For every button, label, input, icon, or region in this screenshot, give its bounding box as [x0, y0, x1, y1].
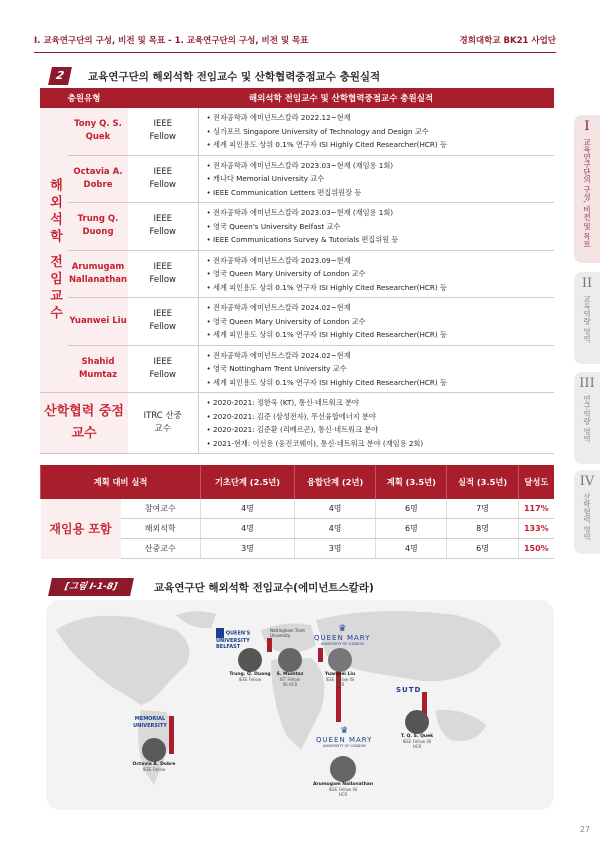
side-tab-3[interactable]: III 연구역량 영역 [574, 372, 600, 464]
avatar [238, 648, 262, 672]
section-title: 교육연구단의 해외석학 전임교수 및 산학협력중점교수 충원실적 [88, 71, 381, 83]
perf-value: 4명 [376, 539, 447, 559]
logo-sutd: SUTD [396, 686, 422, 694]
perf-header-cell: 기초단계 (2.5년) [201, 465, 295, 499]
perf-value: 6명 [376, 519, 447, 539]
perf-header-cell: 계획 (3.5년) [376, 465, 447, 499]
page-header [34, 34, 556, 50]
detail-item: • 영국 Nottingham Trent University 교수 [207, 362, 555, 376]
side-tab-4[interactable]: IV 산학협력 영역 [574, 470, 600, 554]
logo-qmul-top: ♛ QUEEN MARY UNIVERSITY OF LONDON [314, 624, 371, 646]
perf-header-cell: 계획 대비 실적 [41, 465, 201, 499]
faculty-fellow: IEEE Fellow [128, 155, 198, 203]
perf-achievement: 150% [518, 539, 554, 559]
faculty-fellow: IEEE Fellow [128, 250, 198, 298]
avatar [328, 648, 352, 672]
faculty-details [198, 345, 554, 393]
detail-item: • 세계 피인용도 상위 0.1% 연구자 ISI Highly Cited Researcher(HCR) 등 [207, 138, 555, 152]
faculty-details [198, 108, 554, 155]
detail-item: • 싱가포르 Singapore University of Technology and Design 교수 [207, 125, 555, 139]
person-nallanathan: Arumugam Nallanathan IEEE Fellow ISI HCR [308, 756, 378, 797]
industry-details [198, 393, 554, 454]
faculty-row [40, 345, 554, 393]
faculty-fellow: IEEE Fellow [128, 108, 198, 155]
detail-item: • 전자공학과 에미넌트스칼라 2022.12~현재 [207, 111, 555, 125]
perf-group-label: 재임용 포함 [41, 499, 121, 559]
crown-icon: ♛ [338, 624, 347, 634]
detail-item: • 2021-현재: 이선용 (웅진코웨이), 통신·네트워크 분야 (재임용 2회) [207, 437, 555, 451]
faculty-fellow: IEEE Fellow [128, 345, 198, 393]
perf-value: 7명 [447, 499, 518, 519]
faculty-details [198, 250, 554, 298]
side-tab-2[interactable]: II 교육역량 영역 [574, 272, 600, 364]
group-label-foreign: 해외석학 전임교수 [40, 108, 68, 393]
perf-value: 4명 [201, 519, 295, 539]
faculty-name: Trung Q. Duong [68, 203, 128, 251]
detail-item: • 세계 피인용도 상위 0.1% 연구자 ISI Highly Cited Researcher(HCR) 등 [207, 281, 555, 295]
col-type-header: 충원유형 [40, 88, 128, 108]
crown-icon: ♛ [340, 726, 349, 736]
detail-item: • 영국 Queen's University Belfast 교수 [207, 220, 555, 234]
perf-header-cell: 융합단계 (2년) [294, 465, 375, 499]
group-label-industry: 산학협력 중점교수 [40, 393, 128, 454]
detail-item: • 영국 Queen Mary University of London 교수 [207, 267, 555, 281]
avatar [278, 648, 302, 672]
perf-achievement: 133% [518, 519, 554, 539]
perf-value: 4명 [294, 499, 375, 519]
faculty-details [198, 203, 554, 251]
header-divider [34, 52, 556, 53]
detail-item: • 전자공학과 에미넌트스칼라 2023.09~현재 [207, 254, 555, 268]
person-liu: Yuanwei Liu IEEE Fellow ISI HCR [318, 648, 362, 687]
logo-queens: QUEEN'S UNIVERSITY BELFAST [216, 628, 266, 650]
faculty-row [40, 108, 554, 155]
section-number: 2 [48, 67, 72, 85]
faculty-table [40, 88, 554, 454]
detail-item: • 전자공학과 에미넌트스칼라 2024.02~현재 [207, 349, 555, 363]
avatar [330, 756, 356, 782]
faculty-details [198, 155, 554, 203]
detail-item: • 전자공학과 에미넌트스칼라 2024.02~현재 [207, 301, 555, 315]
detail-item: • IEEE Communication Letters 편집위원장 등 [207, 186, 555, 200]
detail-item: • 영국 Queen Mary University of London 교수 [207, 315, 555, 329]
detail-item: • 세계 피인용도 상위 0.1% 연구자 ISI Highly Cited Researcher(HCR) 등 [207, 376, 555, 390]
perf-achievement: 117% [518, 499, 554, 519]
detail-item: • 전자공학과 에미넌트스칼라 2023.03~현재 (재임용 1회) [207, 159, 555, 173]
detail-item: • 세계 피인용도 상위 0.1% 연구자 ISI Highly Cited Researcher(HCR) 등 [207, 328, 555, 342]
faculty-row [40, 155, 554, 203]
faculty-fellow: IEEE Fellow [128, 203, 198, 251]
perf-value: 3명 [294, 539, 375, 559]
faculty-row [40, 203, 554, 251]
faculty-row [40, 250, 554, 298]
perf-value: 6명 [376, 499, 447, 519]
figure-title: 교육연구단 해외석학 전임교수(에미넌트스칼라) [154, 582, 374, 594]
detail-item: • 2020-2021: 김준 (삼성전자), 무선융합에너지 분야 [207, 410, 555, 424]
faculty-name: Arumugam Nallanathan [68, 250, 128, 298]
faculty-name: Shahid Mumtaz [68, 345, 128, 393]
person-quek: T. Q. S. Quek IEEE Fellow ISI HCR [392, 710, 442, 749]
perf-header-cell: 실적 (3.5년) [447, 465, 518, 499]
faculty-row [40, 298, 554, 346]
perf-value: 3명 [201, 539, 295, 559]
perf-value: 4명 [201, 499, 295, 519]
header-org: 경희대학교 BK21 사업단 [459, 36, 556, 46]
queens-crest-icon [216, 628, 224, 638]
side-tab-1[interactable]: I 교육연구단의 구성, 비전 및 목표 [574, 115, 600, 263]
col-record-header: 해외석학 전임교수 및 산학협력중점교수 충원실적 [128, 88, 554, 108]
detail-item: • 전자공학과 에미넌트스칼라 2023.03~현재 (재임용 1회) [207, 206, 555, 220]
header-breadcrumb: I. 교육연구단의 구성, 비전 및 목표 - 1. 교육연구단의 구성, 비전 및 목표 [34, 36, 309, 46]
perf-row-label: 해외석학 [121, 519, 201, 539]
detail-item: • 2020-2021: 정한욱 (KT), 통신·네트워크 분야 [207, 396, 555, 410]
perf-value: 6명 [447, 539, 518, 559]
avatar [405, 710, 429, 734]
page-number: 27 [579, 825, 590, 834]
person-dobre: Octavia A. Dobre IEEE Fellow [126, 738, 182, 772]
faculty-details [198, 298, 554, 346]
performance-table [40, 465, 554, 559]
person-duong: Trung. Q. Duong IEEE Fellow [222, 648, 278, 682]
industry-type: ITRC 산중교수 [128, 393, 198, 454]
faculty-name: Yuanwei Liu [68, 298, 128, 346]
perf-value: 8명 [447, 519, 518, 539]
industry-row [40, 393, 554, 454]
logo-memorial: MEMORIAL UNIVERSITY [133, 716, 167, 729]
perf-row [41, 499, 555, 519]
logo-qmul-bottom: ♛ QUEEN MARY UNIVERSITY OF LONDON [316, 726, 373, 748]
detail-item: • IEEE Communications Survey & Tutorials 편집위원 등 [207, 233, 555, 247]
perf-header-cell: 달성도 [518, 465, 554, 499]
world-map-figure [46, 600, 554, 810]
perf-row-label: 산중교수 [121, 539, 201, 559]
perf-value: 4명 [294, 519, 375, 539]
faculty-fellow: IEEE Fellow [128, 298, 198, 346]
figure-label: [그림 I-1-8] [48, 578, 134, 596]
faculty-name: Tony Q. S. Quek [68, 108, 128, 155]
avatar [142, 738, 166, 762]
detail-item: • 캐나다 Memorial University 교수 [207, 172, 555, 186]
person-mumtaz: S. Mumtaz IET Fellow ISI HCR [268, 648, 312, 687]
logo-ntu: Nottingham Trent University [270, 628, 305, 638]
perf-row-label: 참여교수 [121, 499, 201, 519]
detail-item: • 2020-2021: 김준환 (리베르곤), 통신·네트워크 분야 [207, 423, 555, 437]
faculty-name: Octavia A. Dobre [68, 155, 128, 203]
